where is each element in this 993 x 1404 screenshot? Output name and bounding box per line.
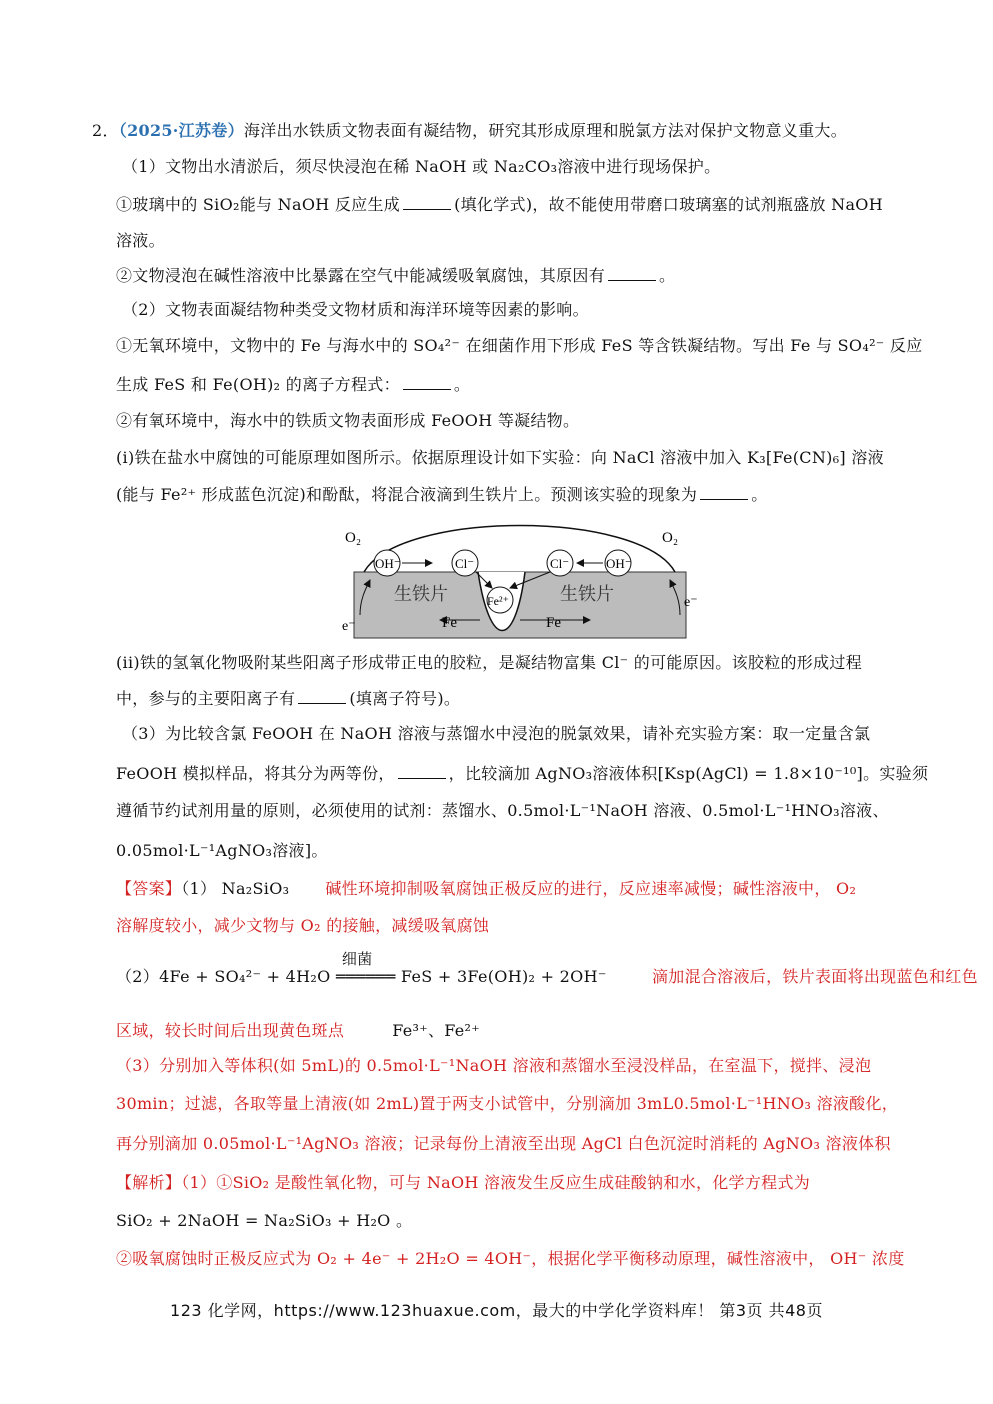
answer-1b: 碱性环境抑制吸氧腐蚀正极反应的进行，反应速率减慢；碱性溶液中， O₂ [325, 879, 857, 898]
answer-blank [700, 485, 748, 500]
part1-1-text-a: ①玻璃中的 SiO₂能与 NaOH 反应生成 [116, 195, 401, 214]
part1-1-text-b: (填化学式)，故不能使用带磨口玻璃塞的试剂瓶盛放 NaOH [454, 195, 883, 214]
part1-text: （1）文物出水清淤后，须尽快浸泡在稀 NaOH 或 Na₂CO₃溶液中进行现场保护。 [122, 157, 721, 176]
answer-line-3 [116, 950, 978, 988]
answer-phenomenon-2: 区域，较长时间后出现黄色斑点 [116, 1021, 345, 1040]
fe-right: Fe [546, 615, 561, 631]
answer-1a: （1） Na₂SiO₃ [181, 879, 290, 898]
cl-right: Cl⁻ [550, 556, 570, 571]
part1-2-line [116, 265, 906, 287]
part3-line-d: 0.05mol·L⁻¹AgNO₃溶液]。 [116, 841, 328, 860]
part2-ii-line-b [116, 688, 906, 710]
part2-2-text: ②有氧环境中，海水中的铁质文物表面形成 FeOOH 等凝结物。 [116, 411, 580, 430]
answer-equation-left: （2）4Fe + SO₄²⁻ + 4H₂O [116, 967, 331, 986]
answer-line-2: 溶解度较小，减少文物与 O₂ 的接触，减缓吸氧腐蚀 [116, 916, 490, 935]
question-header [92, 120, 882, 142]
part2-ii-line: (ii)铁的氢氧化物吸附某些阳离子形成带正电的胶粒，是凝结物富集 Cl⁻ 的可能原因。该胶粒的形成过程 [116, 653, 862, 672]
analysis-line-1 [116, 1172, 906, 1194]
part3-line-c: 遵循节约试剂用量的原则，必须使用的试剂：蒸馏水、0.5mol·L⁻¹NaOH 溶液、0.5mol·L⁻¹HNO₃溶液、 [116, 801, 889, 820]
part2-text: （2）文物表面凝结物种类受文物材质和海洋环境等因素的影响。 [122, 300, 589, 319]
reaction-condition: 细菌 [341, 950, 373, 968]
o2-left: O₂ [345, 530, 362, 546]
answer-line-7: 再分别滴加 0.05mol·L⁻¹AgNO₃ 溶液；记录每份上清液至出现 AgCl 白色沉淀时消耗的 AgNO₃ 溶液体积 [116, 1134, 891, 1153]
part3-line-b [116, 763, 929, 785]
answer-line-4 [116, 1020, 906, 1042]
iron-left-label: 生铁片 [394, 584, 448, 605]
answer-line-5: （3）分别加入等体积(如 5mL)的 0.5mol·L⁻¹NaOH 溶液和蒸馏水至浸没样品，在室温下，搅拌、浸泡 [116, 1056, 872, 1075]
answer-line-6: 30min；过滤，各取等量上清液(如 2mL)置于两支小试管中，分别滴加 3mL0.5mol·L⁻¹HNO₃ 溶液酸化， [116, 1094, 899, 1113]
part3-line-a: （3）为比较含氯 FeOOH 在 NaOH 溶液与蒸馏水中浸泡的脱氯效果，请补充实验方案：取一定量含氯 [122, 724, 871, 743]
corrosion-diagram [340, 520, 700, 650]
answer-blank [608, 266, 656, 281]
analysis-line-2: SiO₂ + 2NaOH = Na₂SiO₃ + H₂O 。 [116, 1211, 413, 1230]
part2-ii-text-c: (填离子符号)。 [349, 689, 461, 708]
answer-phenomenon: 滴加混合溶液后，铁片表面将出现蓝色和红色 [651, 967, 978, 986]
answer-ions: Fe³⁺、Fe²⁺ [392, 1021, 481, 1040]
part2-i-text-c: 。 [751, 485, 768, 504]
answer-blank [403, 195, 451, 210]
question-intro: 海洋出水铁质文物表面有凝结物，研究其形成原理和脱氯方法对保护文物意义重大。 [243, 121, 847, 140]
analysis-line-3: ②吸氧腐蚀时正极反应式为 O₂ + 4e⁻ + 2H₂O = 4OH⁻，根据化学平衡移动原理，碱性溶液中， OH⁻ 浓度 [116, 1249, 905, 1268]
part3-text-b1: FeOOH 模拟样品，将其分为两等份， [116, 764, 395, 783]
fe2-label: Fe²⁺ [487, 594, 509, 608]
part2-i-line: (i)铁在盐水中腐蚀的可能原理如图所示。依据原理设计如下实验：向 NaCl 溶液中加入 K₃[Fe(CN)₆] 溶液 [116, 448, 884, 467]
answer-equation-right: FeS + 3Fe(OH)₂ + 2OH⁻ [400, 967, 607, 986]
question-number: 2． [92, 121, 119, 140]
oh-right: OH⁻ [606, 556, 632, 571]
part2-1-line: ①无氧环境中，文物中的 Fe 与海水中的 SO₄²⁻ 在细菌作用下形成 FeS 等含铁凝结物。写出 Fe 与 SO₄²⁻ 反应 [116, 336, 923, 355]
part1-1-cont: 溶液。 [116, 231, 165, 250]
part2-ii-text-b: 中，参与的主要阳离子有 [116, 689, 296, 708]
o2-right: O₂ [662, 530, 679, 546]
part2-1-line-b [116, 374, 906, 396]
e-right: e⁻ [684, 595, 698, 610]
e-left: e⁻ [342, 619, 356, 634]
answer-line-1 [116, 878, 906, 900]
reaction-arrow: 细菌 ══════ [335, 950, 396, 986]
answer-blank [398, 764, 446, 779]
question-source: （2025·江苏卷） [118, 121, 244, 140]
iron-right-label: 生铁片 [560, 584, 614, 605]
oh-left: OH⁻ [375, 556, 401, 571]
part3-text-b2: ，比较滴加 AgNO₃溶液体积[Ksp(AgCl) = 1.8×10⁻¹⁰]。实验须 [448, 764, 929, 783]
analysis-1a: （1）①SiO₂ 是酸性氧化物，可与 NaOH 溶液发生反应生成硅酸钠和水，化学方程式为 [181, 1173, 811, 1192]
cl-left: Cl⁻ [455, 556, 475, 571]
part1-2-text-b: 。 [659, 266, 676, 285]
part2-1-text-c: 。 [453, 375, 471, 394]
fe-left: Fe [442, 615, 457, 631]
answer-blank [403, 375, 451, 390]
analysis-label: 【解析】 [116, 1173, 182, 1192]
part1-2-text-a: ②文物浸泡在碱性溶液中比暴露在空气中能减缓吸氧腐蚀，其原因有 [116, 266, 606, 285]
answer-label: 【答案】 [116, 879, 182, 898]
part1-1-line [116, 194, 906, 216]
part2-i-text-b: (能与 Fe²⁺ 形成蓝色沉淀)和酚酞，将混合液滴到生铁片上。预测该实验的现象为 [116, 485, 698, 504]
answer-blank [298, 689, 346, 704]
part2-i-line-b [116, 484, 906, 506]
page-footer: 123 化学网，https://www.123huaxue.com，最大的中学化学资料库！ 第3页 共48页 [170, 1301, 823, 1320]
part2-1-text-b: 生成 FeS 和 Fe(OH)₂ 的离子方程式： [116, 375, 400, 394]
